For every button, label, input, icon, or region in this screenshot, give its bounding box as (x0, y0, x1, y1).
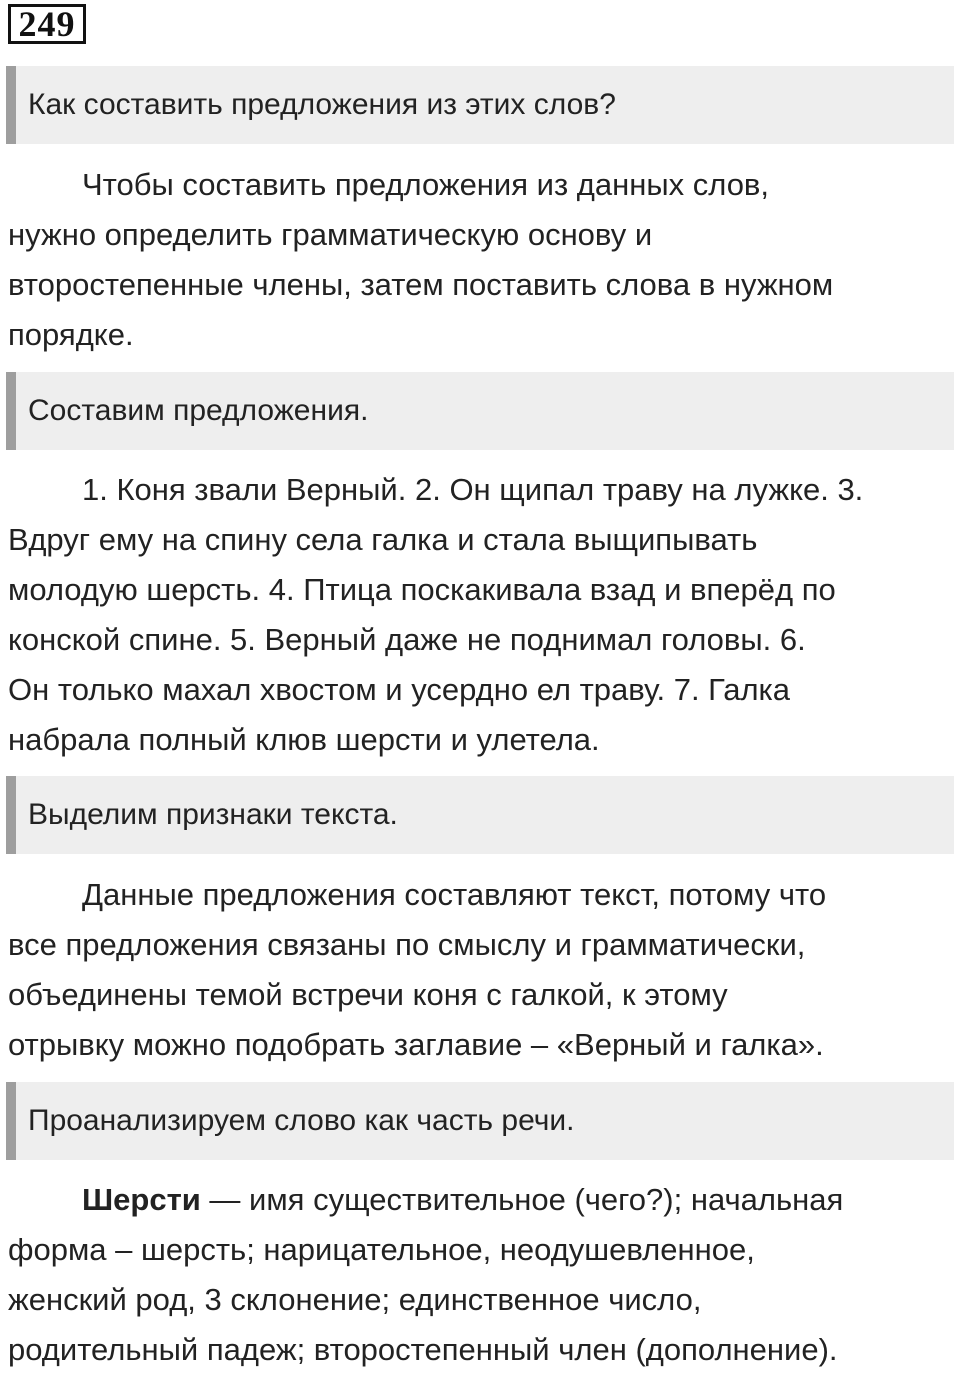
section-header-question: Как составить предложения из этих слов? (6, 66, 954, 144)
text-line: Чтобы составить предложения из данных слов, (82, 167, 770, 202)
text-line: объединены темой встречи коня с галкой, к этому (8, 977, 728, 1012)
answer-paragraph-sentences (8, 465, 954, 765)
text-line: все предложения связаны по смыслу и грамматически, (8, 927, 806, 962)
analysis-text: — имя существительное (чего?); начальная (200, 1182, 844, 1217)
text-line: конской спине. 5. Верный даже не поднимал головы. 6. (8, 622, 806, 657)
text-line: порядке. (8, 317, 134, 352)
answer-paragraph-text-features (8, 870, 954, 1070)
text-line: Вдруг ему на спину села галка и стала выщипывать (8, 522, 758, 557)
answer-paragraph-word-analysis (8, 1175, 954, 1375)
text-line: родительный падеж; второстепенный член (дополнение). (8, 1332, 838, 1367)
analyzed-word: Шерсти (82, 1182, 201, 1217)
section-header-part-of-speech: Проанализируем слово как часть речи. (6, 1082, 954, 1160)
text-line: 1. Коня звали Верный. 2. Он щипал траву на лужке. 3. (82, 472, 864, 507)
text-line: женский род, 3 склонение; единственное число, (8, 1282, 702, 1317)
task-number: 249 (8, 4, 86, 44)
text-line (8, 1175, 954, 1225)
text-line: молодую шерсть. 4. Птица поскакивала взад и вперёд по (8, 572, 836, 607)
text-line: набрала полный клюв шерсти и улетела. (8, 722, 600, 757)
text-line: нужно определить грамматическую основу и (8, 217, 653, 252)
text-line: второстепенные члены, затем поставить слова в нужном (8, 267, 834, 302)
text-line: отрывку можно подобрать заглавие – «Верный и галка». (8, 1027, 824, 1062)
text-line: Он только махал хвостом и усердно ел траву. 7. Галка (8, 672, 791, 707)
section-header-compose: Составим предложения. (6, 372, 954, 450)
text-line: форма – шерсть; нарицательное, неодушевленное, (8, 1232, 755, 1267)
answer-paragraph-method (8, 160, 954, 360)
section-header-text-features: Выделим признаки текста. (6, 776, 954, 854)
text-line: Данные предложения составляют текст, потому что (82, 877, 827, 912)
